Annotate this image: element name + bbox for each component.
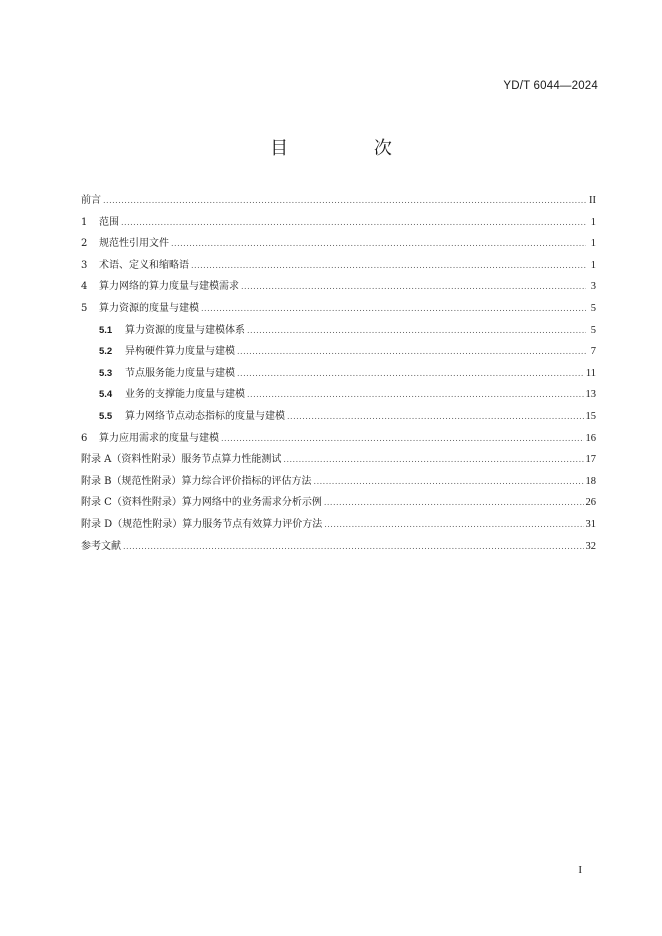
toc-entry[interactable] [81, 385, 596, 407]
toc-dot-leader [247, 326, 586, 335]
toc-entry-page: 31 [585, 518, 596, 530]
toc-dot-leader [314, 477, 584, 486]
toc-dot-leader [191, 261, 586, 270]
toc-dot-leader [247, 390, 584, 399]
toc-entry-page: 5 [590, 302, 596, 314]
toc-entry-number: 3 [81, 259, 88, 271]
toc-entry-page: 16 [585, 432, 596, 444]
toc-entry-label: 术语、定义和缩略语 [99, 259, 189, 271]
toc-entry-page: 13 [585, 389, 596, 401]
toc-entry-label: 算力网络节点动态指标的度量与建模 [125, 410, 285, 422]
toc-entry-page: 11 [585, 367, 596, 379]
toc-entry-label: 前言 [81, 195, 101, 206]
toc-entry[interactable] [81, 429, 596, 451]
toc-dot-leader [221, 434, 584, 443]
toc-entry-page: 7 [590, 346, 596, 358]
toc-entry-label: 业务的支撑能力度量与建模 [125, 389, 245, 401]
toc-entry[interactable] [81, 493, 596, 515]
toc-entry-number: 5.5 [99, 410, 113, 422]
toc-dot-leader [324, 498, 584, 507]
toc-entry[interactable] [81, 472, 596, 494]
toc-entry-page: 17 [585, 454, 596, 466]
toc-entry[interactable] [81, 537, 596, 559]
toc-entry-label: 算力网络的算力度量与建模需求 [99, 281, 239, 293]
toc-entry[interactable] [81, 364, 596, 386]
toc-dot-leader [287, 412, 584, 421]
toc-entry-number: 4 [81, 281, 88, 293]
toc-entry-label: 附录 B（规范性附录）算力综合评价指标的评估方法 [81, 475, 312, 487]
toc-entry[interactable] [81, 515, 596, 537]
toc-entry-label: 参考文献 [81, 540, 121, 552]
toc-entry-page: 26 [585, 497, 596, 509]
toc-dot-leader [237, 347, 586, 356]
toc-dot-leader [237, 369, 584, 378]
toc-entry-label: 附录 C（资料性附录）算力网络中的业务需求分析示例 [81, 497, 322, 509]
toc-entry-label: 附录 A（资料性附录）服务节点算力性能测试 [81, 454, 282, 466]
toc-entry[interactable] [81, 450, 596, 472]
toc-entry-page: 15 [585, 410, 596, 422]
toc-entry[interactable] [81, 256, 596, 278]
toc-entry-label: 附录 D（规范性附录）算力服务节点有效算力评价方法 [81, 518, 323, 530]
toc-entry-page: 3 [590, 281, 596, 293]
toc-entry[interactable] [81, 191, 596, 213]
page-title: 目 次 [270, 138, 432, 159]
toc-dot-leader [121, 218, 586, 227]
toc-entry-page: 1 [590, 238, 596, 250]
toc-entry-number: 5.4 [99, 389, 113, 401]
toc-entry-number: 5.2 [99, 346, 113, 358]
toc-entry[interactable] [81, 299, 596, 321]
toc-entry-label: 算力资源的度量与建模 [99, 302, 199, 314]
toc-dot-leader [324, 520, 583, 529]
toc-entry-page: 1 [590, 259, 596, 271]
toc-entry-page: 1 [590, 216, 596, 228]
toc-entry-number: 1 [81, 216, 88, 228]
toc-entry-page: 5 [590, 324, 596, 336]
toc-dot-leader [201, 304, 586, 313]
toc-entry[interactable] [81, 342, 596, 364]
toc-entry-page: 32 [585, 540, 596, 552]
toc-entry[interactable] [81, 234, 596, 256]
toc-entry-number: 6 [81, 432, 88, 444]
toc-dot-leader [171, 239, 586, 248]
toc-dot-leader [283, 455, 583, 464]
toc-dot-leader [103, 196, 586, 205]
table-of-contents [81, 191, 596, 558]
toc-entry-label: 规范性引用文件 [99, 238, 169, 250]
toc-entry[interactable] [81, 213, 596, 235]
toc-entry-number: 2 [81, 238, 88, 250]
toc-entry-page: II [589, 195, 596, 206]
toc-dot-leader [241, 282, 586, 291]
toc-entry[interactable] [81, 277, 596, 299]
toc-entry-label: 节点服务能力度量与建模 [125, 367, 235, 379]
toc-entry-label: 异构硬件算力度量与建模 [125, 346, 235, 358]
document-code: YD/T 6044—2024 [503, 80, 598, 92]
page-number: I [578, 864, 582, 876]
toc-entry-number: 5.3 [99, 367, 113, 379]
toc-entry-number: 5 [81, 302, 88, 314]
toc-entry-label: 算力资源的度量与建模体系 [125, 324, 245, 336]
toc-entry[interactable] [81, 407, 596, 429]
toc-entry-number: 5.1 [99, 324, 113, 336]
toc-dot-leader [123, 542, 584, 551]
toc-entry-label: 范围 [99, 216, 119, 228]
toc-entry[interactable] [81, 321, 596, 343]
toc-entry-label: 算力应用需求的度量与建模 [99, 432, 219, 444]
toc-entry-page: 18 [585, 475, 596, 487]
